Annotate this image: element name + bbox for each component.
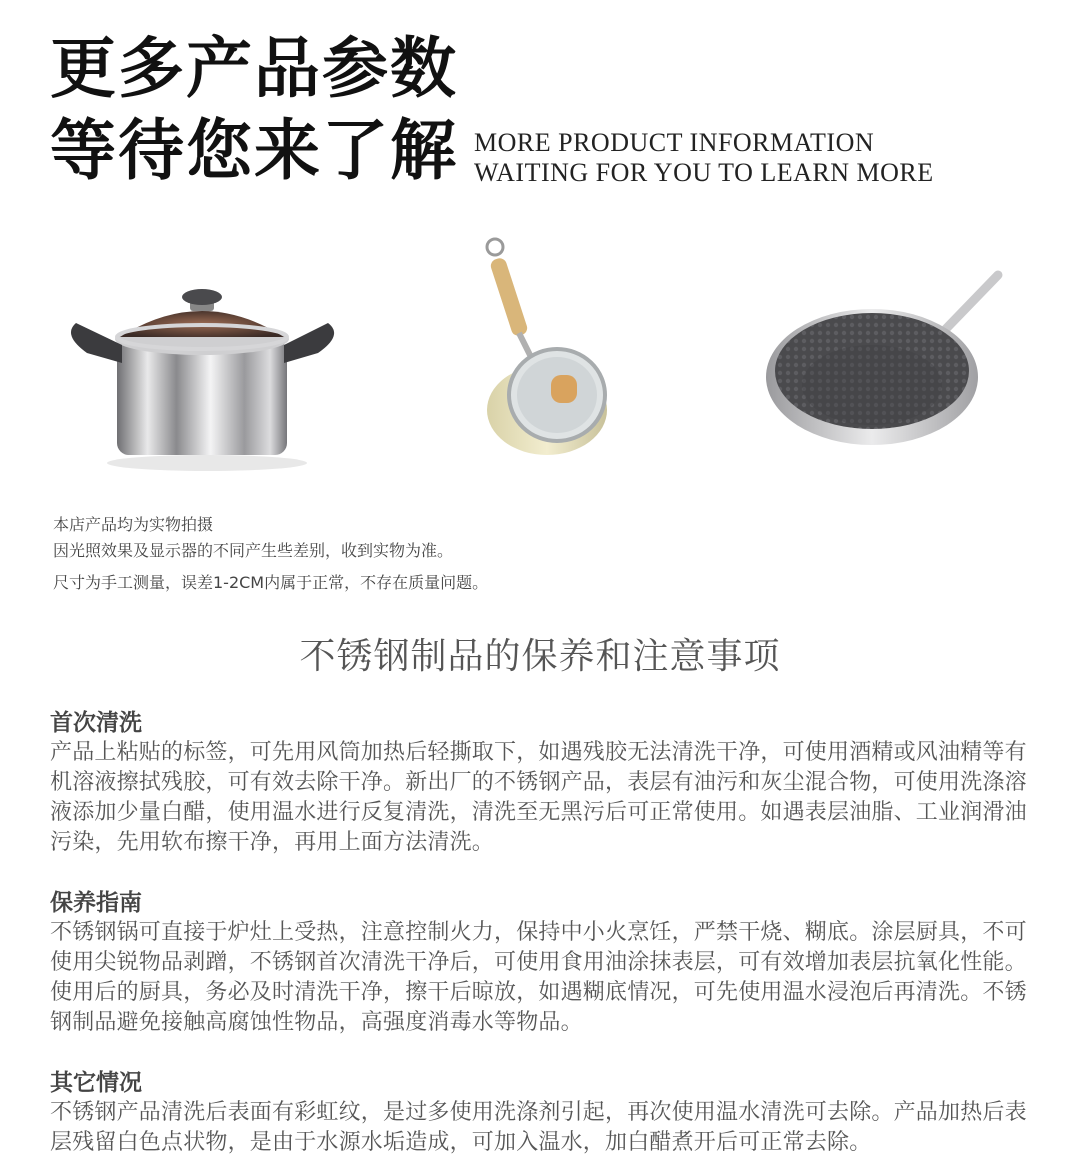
section-body: 不锈钢产品清洗后表面有彩虹纹，是过多使用洗涤剂引起，再次使用温水清洗可去除。产品加热后表层残留白色点状物，是由于水源水垢造成，可加入温水，加白醋煮开后可正常去除。 [50,1100,1027,1155]
wok-icon [760,265,1010,465]
english-subtitle [474,128,934,188]
product-images [0,215,1080,505]
care-heading: 不锈钢制品的保养和注意事项 [299,636,781,677]
milk-pan-icon [475,235,615,460]
section-body: 不锈钢锅可直接于炉灶上受热，注意控制火力，保持中小火烹饪，严禁干烧、糊底。涂层厨具，不可使用尖锐物品剥蹭，不锈钢首次清洗干净后，可使用食用油涂抹表层，可有效增加表层抗氧化性能。使用后的厨具，务必及时清洗干净，擦干后晾放，如遇糊底情况，可先使用温水浸泡后再清洗。不锈钢制品避免接触高腐蚀性物品，高强度消毒水等物品。 [50,920,1027,1035]
section-first-wash [50,708,1040,858]
section-title: 保养指南 [50,890,142,916]
english-subtitle-line-2: WAITING FOR YOU TO LEARN MORE [474,158,934,187]
english-subtitle-line-1: MORE PRODUCT INFORMATION [474,128,875,157]
title-line-2: 等待您来了解 [50,112,458,189]
stock-pot-icon [62,245,352,475]
title-line-1: 更多产品参数 [50,30,458,107]
section-body: 产品上粘贴的标签，可先用风筒加热后轻撕取下，如遇残胶无法清洗干净，可使用酒精或风油精等有机溶液擦拭残胶，可有效去除干净。新出厂的不锈钢产品，表层有油污和灰尘混合物，可使用洗涤溶液添加少量白醋，使用温水进行反复清洗，清洗至无黑污后可正常使用。如遇表层油脂、工业润滑油污染，先用软布擦干净，再用上面方法清洗。 [50,740,1027,855]
section-maintenance [50,888,1040,1038]
note-line-2: 因光照效果及显示器的不同产生些差别，收到实物为准。 [53,541,454,560]
product-note [53,512,488,596]
section-title: 首次清洗 [50,710,142,736]
header [50,28,458,192]
section-other [50,1068,1040,1158]
section-title: 其它情况 [50,1070,142,1096]
note-line-3: 尺寸为手工测量，误差1-2CM内属于正常，不存在质量问题。 [53,573,489,592]
note-line-1: 本店产品均为实物拍摄 [53,515,214,534]
